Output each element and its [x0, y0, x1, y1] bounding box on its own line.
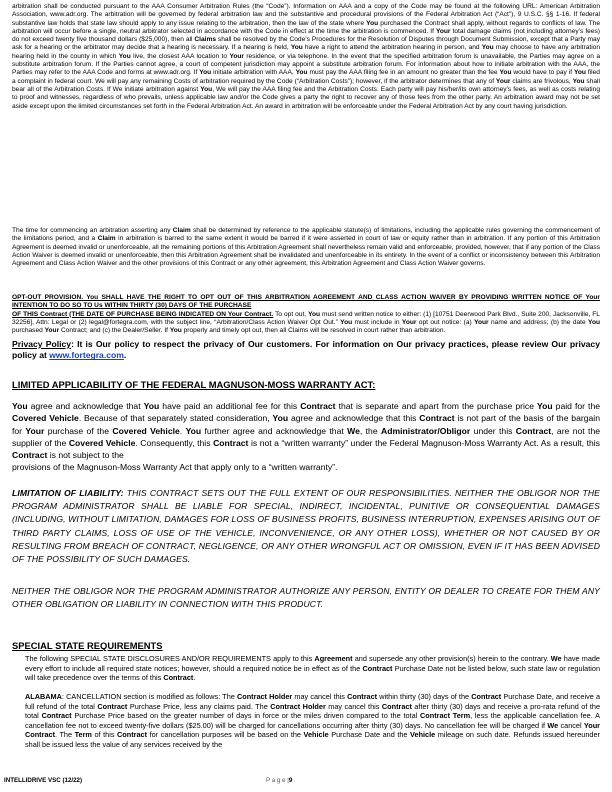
text-run: Contract	[41, 711, 72, 721]
text-run: .	[193, 673, 196, 683]
text-run: . Because of that separately stated consideration,	[78, 413, 273, 424]
text-run: name and address; (b) the date	[488, 318, 589, 326]
text-run: We	[347, 425, 360, 436]
text-run: , the	[359, 425, 381, 436]
text-run: paid for the	[552, 401, 601, 411]
text-run: You	[199, 69, 212, 77]
text-run: Covered Vehicle	[68, 437, 136, 448]
text-run: agree and acknowledge that this	[288, 413, 420, 424]
text-run: purchase of the	[44, 425, 113, 436]
text-run: claims are frivolous,	[510, 77, 573, 85]
text-run: is not subject to the	[47, 450, 124, 461]
text-run: Contract Holder	[270, 701, 326, 711]
footer-page-label: P a g e |	[266, 777, 289, 784]
text-run: Your	[435, 27, 451, 35]
text-run: Contract	[471, 692, 502, 701]
text-run: We	[547, 720, 559, 730]
text-run: purchased	[12, 327, 45, 335]
footer-page-num: 9	[288, 777, 293, 784]
text-run: , are not the supplier of the	[12, 425, 600, 448]
text-run: Your	[44, 327, 60, 335]
text-run: You	[572, 77, 585, 85]
text-run: ALABAMA	[25, 692, 62, 701]
opt-out-provision	[12, 294, 600, 335]
privacy-policy-link[interactable]: www.fortegra.com	[49, 350, 124, 361]
text-run: You	[290, 44, 303, 52]
text-run: Your	[25, 425, 45, 436]
text-run: You	[588, 318, 600, 326]
text-run: residence, or via telephone. In the event that the specified arbitration forum is unavailable, the Parties may agree on a substitute arbitration forum. If the Parties cannot agree, a court of competent jurisdiction may appoint a substitute arbitration forum. For information about how to initiate arbitration with the AAA, the Parties may refer to the AAA Code and forms at www.adr.org. If	[12, 52, 600, 77]
text-run: would have to pay if	[511, 69, 574, 77]
text-run: Purchase Date and the	[328, 730, 411, 740]
text-run: OF THIS Contract (THE DATE OF PURCHASE BEING INDICATED ON Your Contract.	[12, 310, 274, 318]
text-run: Contract	[381, 701, 412, 711]
text-run: Contract	[97, 701, 128, 711]
text-run: You	[169, 327, 182, 335]
text-run: for cancellation purposes will be based on the	[147, 730, 304, 740]
text-run: opt out notice: (a)	[416, 318, 475, 326]
neither-obligor-paragraph: NEITHER THE OBLIGOR NOR THE PROGRAM ADMINISTRATOR AUTHORIZE ANY PERSON, ENTITY OR DEALER TO CREATE FOR THEM ANY OTHER OBLIGATION OR LIABILITY IN CONNECTION WITH THIS PRODUCT.	[12, 586, 600, 610]
text-run: OPT-OUT PROVISION. You SHALL HAVE THE RIGHT TO OPT OUT OF THIS ARBITRATION AGREEMENT AND CLASS ACTION WAIVER BY PROVIDING WRITTEN NOTICE OF Your INTENTION TO DO SO TO Us WITHIN THIRTY (30) DAYS OF THE PURCHASE	[12, 294, 600, 310]
special-state-heading: SPECIAL STATE REQUIREMENTS	[12, 640, 163, 651]
footer-page-number	[266, 777, 292, 784]
text-run: agree and acknowledge that	[27, 401, 144, 411]
text-run: cancel	[558, 720, 584, 730]
text-run: You	[272, 413, 289, 424]
text-run: Contract	[515, 425, 552, 436]
text-run: Claims	[194, 36, 216, 44]
limitation-of-liability-label: LIMITATION OF LIABILITY:	[12, 488, 124, 498]
text-run: To opt out,	[273, 310, 309, 318]
text-run: The following SPECIAL STATE DISCLOSURES AND/OR REQUIREMENTS apply to this	[25, 654, 315, 663]
text-run: . The	[55, 730, 75, 740]
text-run: Contract	[12, 450, 48, 461]
text-run: shall be determined by reference to the applicable statute(s) of limitations, including the applicable rules governing the commencement of the limitations period, and a	[12, 227, 601, 243]
arbitration-limitations-paragraph	[12, 227, 600, 268]
text-run: Contract; and (c) the Dealer/Seller. If	[59, 327, 170, 335]
text-run: Your	[495, 77, 511, 85]
text-run: after thirty (30) days and receive a pro-rata refund of the total	[25, 701, 601, 721]
text-run: Contract	[419, 413, 455, 424]
text-run: Your	[229, 52, 244, 60]
footer-form-id: INTELLIDRIVE VSC (12/22)	[4, 777, 83, 784]
text-run: Purchase Date not be listed below, such state law or regulation will take precedence over the terms of this	[25, 663, 600, 683]
text-run: You	[573, 69, 586, 77]
text-run: Contract	[163, 673, 194, 683]
arbitration-paragraph	[12, 3, 600, 111]
alabama-paragraph	[25, 692, 600, 750]
special-state-intro	[25, 654, 600, 683]
text-run: The time for commencing an arbitration asserting any	[12, 227, 173, 234]
text-run: We	[550, 654, 562, 663]
text-run: You	[143, 401, 160, 411]
text-run: Covered Vehicle	[112, 425, 180, 436]
text-run: Covered Vehicle	[12, 413, 79, 424]
text-run: shall be resolved by the Code’s Procedures for the Resolution of Disputes through Document Submission, except that a Party may ask for a hearing or the arbitrator may decide that a hearing is necessary. If a hearing is held,	[12, 36, 600, 52]
text-run: provisions of the Magnuson-Moss Warranty Act that apply only to a “written warranty”.	[12, 462, 338, 473]
text-run: must send written notice to either: (1) [10751 Deerwood Park Blvd., Suite 200, Jacksonville, FL 32256], Attn: Legal or (2) legal@fortegra.com, with the subject line, “Arbitration/Class Action Waiver Opt Out.”	[12, 310, 600, 326]
text-run: is not a “written warranty” under the Federal Magnuson-Moss Warranty Act. As a result, this	[248, 437, 600, 448]
text-run: Claim	[172, 227, 191, 234]
text-run: You	[537, 401, 553, 411]
text-run: . Consequently, this	[135, 437, 214, 448]
text-run: You	[200, 85, 213, 93]
privacy-policy	[12, 339, 600, 362]
text-run: Contract	[117, 730, 148, 740]
text-run: Purchase Date, and receive a full refund of the total	[25, 692, 601, 711]
text-run: may choose to have any arbitration hearing held in the county in which	[12, 44, 601, 60]
text-run: Contract Holder	[236, 692, 293, 701]
text-run: Contract Term	[420, 711, 471, 721]
text-run: is not part of the basis of the bargain for	[12, 413, 600, 436]
text-run: You	[340, 318, 353, 326]
text-run: live, the closest AAA location to	[130, 52, 230, 60]
text-run: properly and timely opt out, then all Claims will be resolved in court rather than arbitration.	[181, 327, 446, 335]
text-run: You	[366, 19, 379, 27]
magnuson-moss-paragraph	[12, 400, 600, 474]
text-run: Agreement	[314, 654, 353, 663]
text-run: You	[295, 69, 308, 77]
text-run: Claim	[97, 235, 116, 243]
text-run: You	[185, 425, 202, 436]
text-run: Contract	[362, 663, 393, 673]
text-run: Administrator/Obligor	[380, 425, 471, 436]
text-run: may cancel this	[292, 692, 348, 701]
text-run: Vehicle	[303, 730, 329, 740]
text-run: You	[499, 69, 512, 77]
text-run: Your Contract	[25, 720, 600, 740]
text-run: of this	[91, 730, 118, 740]
text-run: Term	[74, 730, 92, 740]
text-run: Contract	[300, 401, 336, 411]
limitation-of-liability	[12, 487, 600, 566]
text-run: must pay the AAA filing fee in an amount no greater than the fee	[307, 69, 500, 77]
text-run: Your	[401, 318, 417, 326]
text-run: Contract	[347, 692, 378, 701]
text-run: , less the applicable cancellation fee. A cancellation fee not to exceed twenty-five dollars ($25.00) will be charged for cancellations occurring after thirty (30) days. No cancellation fee will be charged if	[25, 711, 600, 730]
text-run: You	[308, 310, 321, 318]
text-run: mileage on such date. Refunds issued hereunder shall be issued less the value of any services received by the	[25, 730, 600, 749]
text-run: initiate arbitration with AAA,	[211, 69, 296, 77]
privacy-policy-label: Privacy Policy	[12, 339, 72, 349]
text-run: You	[12, 401, 28, 411]
text-run: in arbitration is barred to the same extent it would be barred if it were asserted in court of law or equity rather than in arbitration. If any portion of this Arbitration Agreement is deemed invalid or unenforceable, all the remaining portions of this Arbitration Agreement shall nevertheless remain valid and enforceable, provided, however, that if any portion of the Class Action Waiver is deemed invalid or unenforceable, then this Arbitration Agreement shall be invalidated and unenforceable in its entirety. In the event of a conflict or inconsistency between this Arbitration Agreement and Class Action Waiver and the other provisions of this Contract or any other agreement, this Arbitration Agreement and Class Action Waiver governs.	[12, 235, 600, 268]
privacy-policy-end: .	[123, 350, 127, 361]
text-run: : CANCELLATION section is modified as follows: The	[61, 692, 237, 701]
text-run: Contract	[213, 437, 249, 448]
text-run: shall bear all of the Arbitration Costs. If We initiate arbitration against	[12, 77, 600, 93]
text-run: under this	[470, 425, 516, 436]
text-run: Your	[474, 318, 489, 326]
text-run: total damage claims (not including attorney’s fees) do not exceed twenty five thousand dollars ($25,000), then all	[12, 27, 600, 44]
limitation-of-liability-text: THIS CONTRACT SETS OUT THE FULL EXTENT OF OUR RESPONSIBILITIES. NEITHER THE OBLIGOR NOR THE PROGRAM ADMINISTRATOR SHALL BE LIABLE FOR SPECIAL, INDIRECT, INCIDENTAL, PUNITIVE OR CONSEQUENTIAL DAMAGES (INCLUDING, WITHOUT LIMITATION, DAMAGES FOR LOSS OF BUSINESS PROFITS, BUSINESS INTERRUPTION, EXPENSES ARISING OUT OF THIRD PARTY CLAIMS, LOSS OF USE OF THE VEHICLE, INCONVENIENCE, OR ANY OTHER LOSS), WHETHER OR NOT CAUSED BY OR RESULTING FROM BREACH OF CONTRACT, NEGLIGENCE, OR ANY OTHER WRONGFUL ACT OR OMISSION, EVEN IF IT HAS BEEN ADVISED OF THE POSSIBILITY OF SUCH DAMAGES.	[12, 488, 600, 565]
text-run: and supersede any other provision(s) herein to the contrary.	[352, 654, 551, 663]
magnuson-moss-heading: LIMITED APPLICABILITY OF THE FEDERAL MAGNUSON-MOSS WARRANTY ACT:	[12, 379, 376, 390]
text-run: have paid an additional fee for this	[159, 401, 301, 411]
text-run: have a right to attend the arbitration hearing in person, and	[302, 44, 482, 52]
text-run: You	[118, 52, 131, 60]
text-run: , We will pay the AAA filing fee and the Arbitration Costs. Each party will pay his/her/its own attorney’s fees, as well as costs relating to proof and witnesses, regardless of who prevails, unless applicable law and/or the Code gives a party the right to recover any of those fees from the other party. An arbitration award may not be set aside except upon the limited circumstances set forth in the Federal Arbitration Act. An award in arbitration will be enforceable under the Federal Arbitration Act by any court having jurisdiction.	[12, 85, 600, 110]
text-run: .	[179, 425, 186, 436]
text-run: within thirty (30) days of the	[377, 692, 472, 701]
text-run: may cancel this	[325, 701, 382, 711]
text-run: You	[481, 44, 494, 52]
text-run: have made every effort to include all required state notices; however, should a required notice be in effect as of the	[25, 654, 600, 673]
text-run: filed a complaint in federal court. We will pay any remaining Costs of arbitration required by the Code (“Arbitration Costs”); however, if the arbitrator determines that any of	[12, 69, 600, 85]
text-run: Vehicle	[410, 730, 436, 740]
text-run: purchased the Contract shall apply, without regards to conflicts of law. The arbitration will occur before a single, neutral arbitrator selected in accordance with the Code in effect at the time the arbitration is commenced. If	[12, 19, 600, 35]
text-run: must include in	[352, 318, 402, 326]
text-run: arbitration shall be conducted pursuant to the AAA Consumer Arbitration Rules (the “Code”). Information on AAA and a copy of the Code may be found at the following URL: American Arbitration Association, www.adr.org. The arbitration will be governed by federal arbitration law and the substantive and procedural provisions of the Federal Arbitration Act (“Act”), 9 U.S.C. §§ 1-16. If federal substantive law holds that state law should apply to any issue relating to the arbitration, then the law of the state where	[12, 3, 600, 27]
privacy-policy-text: : It is Our policy to respect the privacy of Our customers. For information on Our privacy practices, please review Our privacy policy at	[12, 339, 600, 361]
text-run: Purchase Price based on the greater number of days in force or the miles driven compared to the total	[71, 711, 421, 721]
text-run: further agree and acknowledge that	[201, 425, 348, 436]
text-run: Purchase Price, less any claims paid. The	[127, 701, 271, 711]
text-run: that is separate and apart from the purchase price	[335, 401, 538, 411]
